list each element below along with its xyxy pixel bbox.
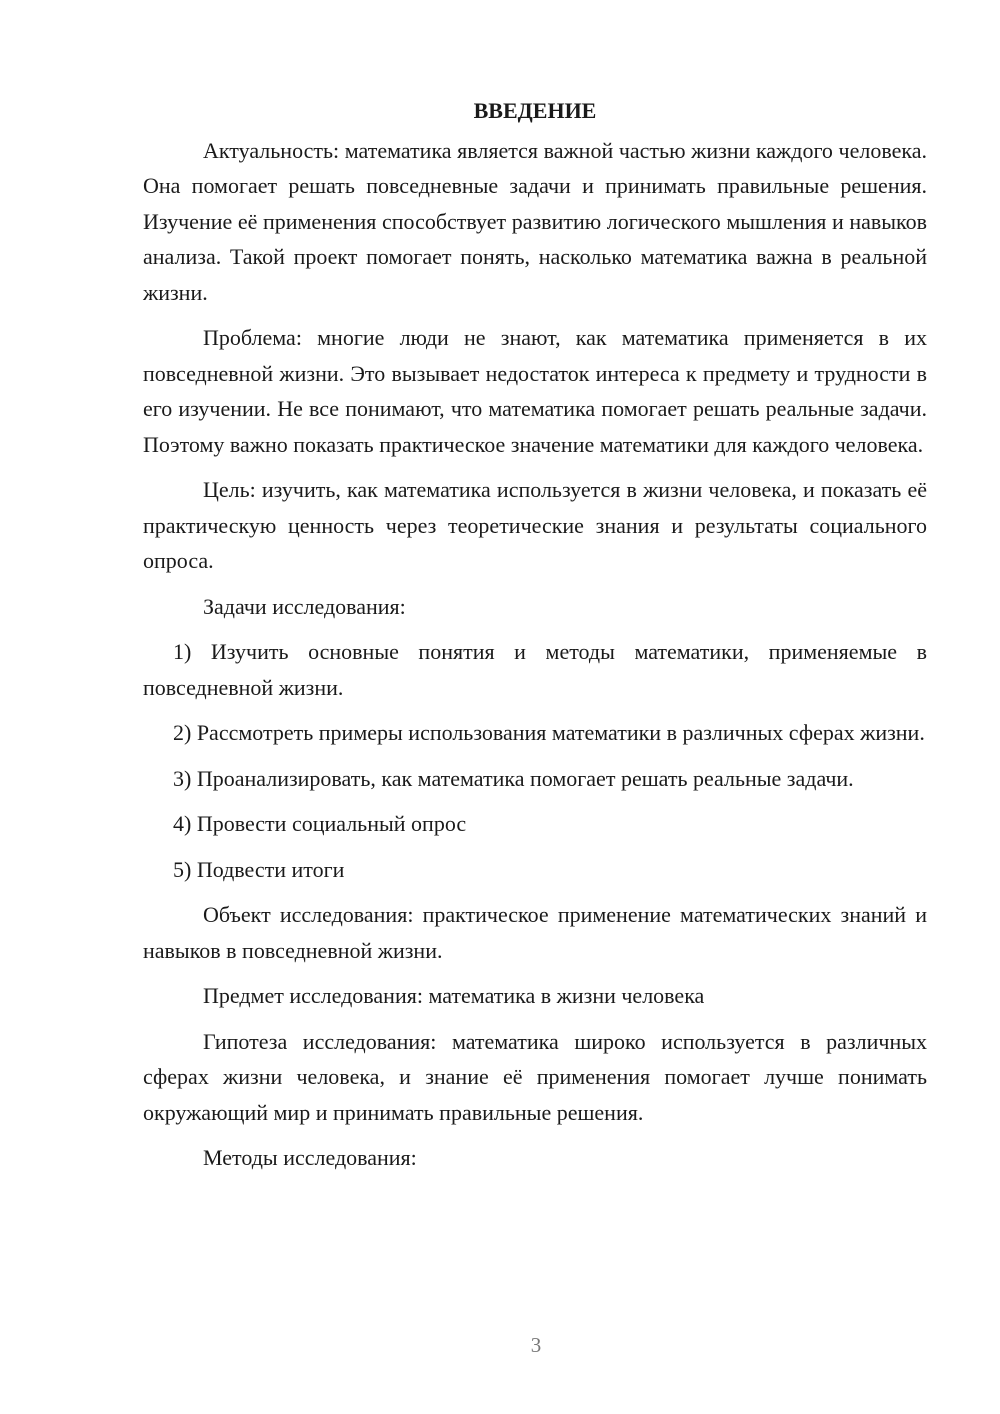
hypothesis-paragraph: Гипотеза исследования: математика широко используется в различных сферах жизни человека, и знание её применения помогает лучше понимать окружающий мир и принимать правильные решения. bbox=[143, 1028, 927, 1125]
subject-paragraph: Предмет исследования: математика в жизни человека bbox=[203, 983, 705, 1008]
task-item-1: 1) Изучить основные понятия и методы математики, применяемые в повседневной жизни. bbox=[143, 639, 927, 700]
methods-heading: Методы исследования: bbox=[203, 1145, 417, 1170]
page-number: 3 bbox=[530, 1333, 542, 1357]
goal-paragraph: Цель: изучить, как математика используется в жизни человека, и показать её практическую ценность через теоретические знания и результаты социального опроса. bbox=[143, 477, 927, 573]
task-item-4: 4) Провести социальный опрос bbox=[173, 811, 467, 836]
object-paragraph: Объект исследования: практическое применение математических знаний и навыков в повседневной жизни. bbox=[143, 902, 927, 963]
task-item-3: 3) Проанализировать, как математика помогает решать реальные задачи. bbox=[173, 765, 854, 791]
problem-paragraph: Проблема: многие люди не знают, как математика применяется в их повседневной жизни. Это вызывает недостаток интереса к предмету и трудности в его изучении. Не все понимают, что математика помогает решать реальные задачи. Поэтому важно показать практическое значение математики для каждого человека. bbox=[143, 325, 927, 457]
relevance-paragraph: Актуальность: математика является важной частью жизни каждого человека. Она помогает решать повседневные задачи и принимать правильные решения. Изучение её применения способствует развитию логического мышления и навыков анализа. Такой проект помогает понять, насколько математика важна в реальной жизни. bbox=[143, 137, 927, 305]
tasks-heading: Задачи исследования: bbox=[203, 593, 406, 619]
page-title: ВВЕДЕНИЕ bbox=[473, 98, 597, 123]
page-content bbox=[143, 93, 927, 1186]
task-item-2: 2) Рассмотреть примеры использования математики в различных сферах жизни. bbox=[173, 720, 925, 745]
task-item-5: 5) Подвести итоги bbox=[173, 856, 345, 882]
